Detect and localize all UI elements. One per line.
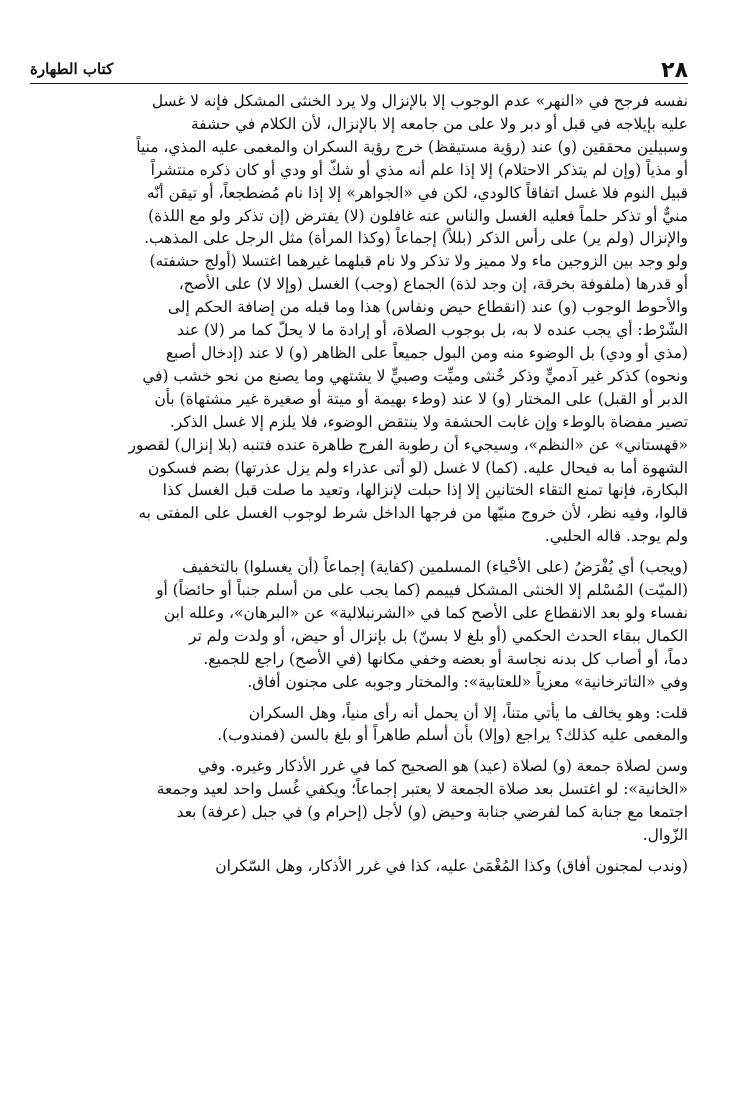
- text-line: الدبر أو القبل) على المختار (و) لا عند (وطء بهيمة أو ميتة أو صغيرة غير مشتهاة) بأن: [154, 389, 688, 408]
- paragraph-2: [60, 556, 688, 671]
- text-line: (ويجب) أي يُفْرَضُ (على الأحْياء) المسلمين (كفاية) إجماعاً (أن يغسلوا) بالتخفيف: [182, 558, 688, 577]
- text-line: الشّرْط: أي يجب عنده لا به، بل بوجوب الصلاة، أو إرادة ما لا يحلّ كما مر (لا) عند: [177, 321, 688, 340]
- paragraph-6: [60, 855, 688, 878]
- text-line: وسن لصلاة جمعة (و) لصلاة (عيد) هو الصحيح كما في غرر الأذكار وغيره. وفي: [197, 757, 688, 776]
- text-line: «قهستاني» عن «النظم»، وسيجيء أن رطوبة الفرج طاهرة عنده فتنبه (بلا إنزال) لقصور: [128, 435, 688, 454]
- paragraph-3: [60, 671, 688, 694]
- text-line: وفي «التاترخانية» معزياً «للعتابية»: والمختار وجوبه على مجنون أفاق.: [247, 672, 688, 691]
- text-line: والإنزال (ولم ير) على رأس الذكر (بللاً) إجماعاً (وكذا المرأة) مثل الرجل على المذهب.: [144, 229, 688, 248]
- text-line: وسبيلين محققين (و) عند (رؤية مستيقظ) خرج رؤية السكران والمغمى عليه المذي، منياً: [136, 137, 688, 156]
- text-line: أو قدرها (ملفوفة بخرقة، إن وجد لذة) الجماع (وجب) الغسل (وإلا لا) على الأصح،: [178, 275, 688, 294]
- text-line: الكمال ببقاء الحدث الحكمي (أو بلغ لا بسنّ) بل بإنزال أو حيض، أو ولدت ولم تر: [188, 626, 688, 645]
- text-line: نفسه فرجح في «النهر» عدم الوجوب إلا بالإنزال ولا يرد الخنثى المشكل فإنه لا غسل: [151, 92, 688, 110]
- text-line: دماً، أو أصاب كل بدنه نجاسة أو بعضه وخفي مكانها (في الأصح) راجع للجميع.: [203, 649, 688, 668]
- text-line: (الميّت) المُسْلم إلا الخنثى المشكل فييمم (كما يجب على من أسلم جنباً أو حائضاً) أو: [156, 581, 688, 600]
- text-line: (مذي أو ودي) بل الوضوء منه ومن البول جميعاً على الظاهر (و) لا عند (إدخال أصبع: [165, 343, 688, 362]
- text-line: الزّوال.: [642, 826, 688, 845]
- text-line: «الخانية»: لو اغتسل بعد صلاة الجمعة لا يعتبر إجماعاً؛ ويكفي غُسل واحد لعيد وجمعة: [156, 780, 688, 799]
- text-line: الشهوة أما به فيحال عليه. (كما) لا غسل (لو أتى عذراء ولم يزل عذرتها) بضم فسكون: [148, 458, 688, 477]
- text-line: والمغمى عليه كذلك؟ يراجع (وإلا) بأن أسلم طاهراً أو بلغ بالسن (فمندوب).: [217, 726, 688, 745]
- text-line: اجتمعا مع جنابة كما لفرضي جنابة وحيض (و) لأجل (إحرام و) في جبل (عرفة) بعد: [176, 803, 688, 822]
- page-body: [60, 90, 688, 878]
- paragraph-5: [60, 755, 688, 847]
- paragraph-4: [60, 702, 688, 748]
- text-line: قلت: وهو يخالف ما يأتي متناً، إلا أن يحمل أنه رأى منياً، وهل السكران: [248, 703, 688, 722]
- text-line: البكارة، فإنها تمنع التقاء الختانين إلا إذا حبلت لإنزالها، وتعيد ما صلت قبل الغسل كذا: [162, 481, 688, 500]
- text-line: منيٌّ أو تذكر حلماً فعليه الغسل والناس عنه غافلون (لا) يفترض (إن تذكر ولو مع اللذة): [148, 206, 688, 225]
- text-line: أو مذياً (وإن لم يتذكر الاحتلام) إلا إذا علم أنه مذي أو شكّ أو ودي أو كان ذكره منتشراً: [150, 160, 688, 179]
- text-line: قالوا، وفيه نظر، لأن خروج منيّها من فرجها الداخل شرط لوجوب الغسل على المفتى به: [138, 504, 688, 523]
- text-line: قبيل النوم فلا غسل اتفاقاً كالودي، لكن في «الجواهر» إلا إذا نام مُضطجعاً، أو تيقن أنّه: [146, 183, 688, 202]
- text-line: ولم يوجد. قاله الحلبي.: [544, 527, 688, 546]
- page-header: [30, 52, 688, 82]
- text-line: ونحوه) كذكر غير آدميٍّ وذكر خُنثى وميِّت وصبيٍّ لا يشتهي وما يصنع من نحو خشب (في: [142, 366, 688, 385]
- header-divider: [30, 83, 688, 84]
- text-line: (وندب لمجنون أفاق) وكذا المُغْمَىٰ عليه، كذا في غرر الأذكار، وهل السّكران: [215, 857, 688, 875]
- text-line: نفساء ولو بعد الانقطاع على الأصح كما في «الشرنبلالية» عن «البرهان»، وعلله ابن: [163, 603, 688, 622]
- text-line: ولو وجد بين الزوجين ماء ولا مميز ولا تذكر ولا نام قبلهما غيرهما اغتسلا (أولج حشفته): [149, 252, 688, 271]
- text-line: عليه بإيلاجه في قبل أو دبر ولا على من جامعه إلا بالإنزال، لأن الكلام في حشفة: [190, 114, 688, 133]
- text-line: والأحوط الوجوب (و) عند (انقطاع حيض ونفاس) هذا وما قبله من إضافة الحكم إلى: [167, 298, 688, 317]
- text-line: تصير مفضاة بالوطء وإن غابت الحشفة ولا ينتقض الوضوء، فلا يلزم إلا غسل الذكر.: [169, 412, 688, 431]
- page-number: ٢٨: [661, 58, 688, 83]
- paragraph-1: [60, 90, 688, 548]
- book-title: كتاب الطهارة: [30, 60, 114, 78]
